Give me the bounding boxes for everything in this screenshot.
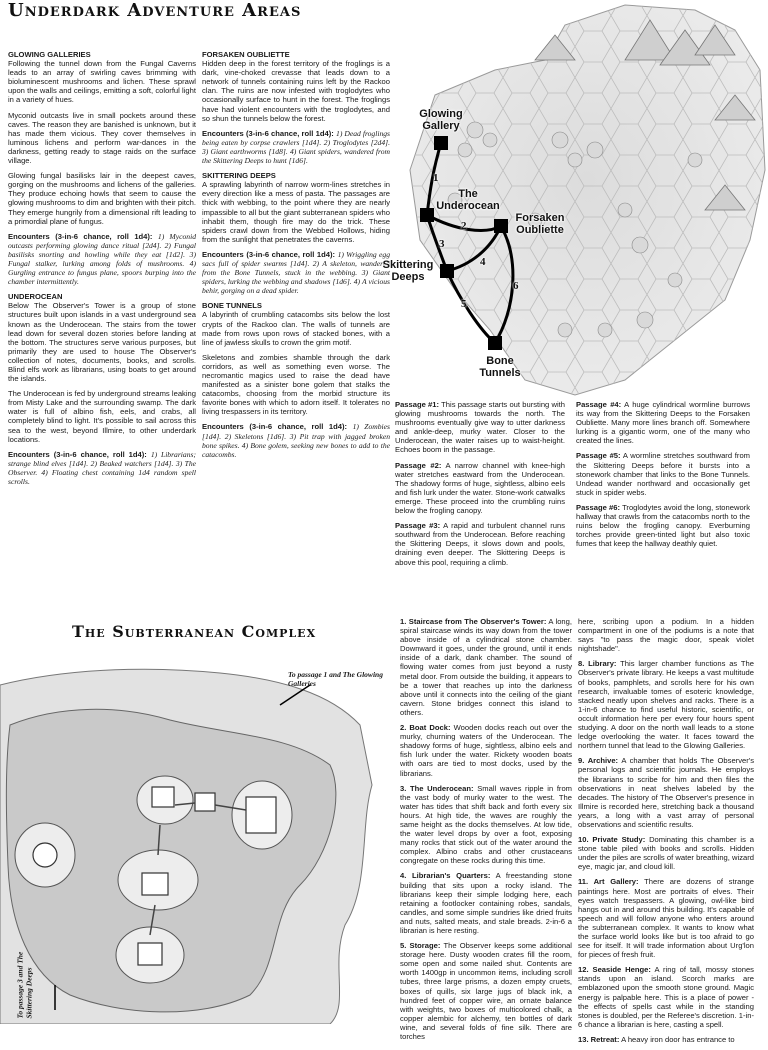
room-12: 12. Seaside Henge: A ring of tall, mossy stones stands upon an island. Scorch marks are emblazoned upon the smooth stone ground. Magic energy is palpable here. This is a place of power - the effects of spells cast while in the standing stones is doubled, per the Referee's discretion. 1-in-6 chance a librarian is here, casting a spell. [578, 965, 754, 1029]
oubliette-paragraph-1: Hidden deep in the forest territory of the froglings is a dark, vine-choked crevasse that leads down to a network of tunnels containing ruins left by the Rackoo clan. The ruins are now infested with troglodytes who occasionally surface to hunt in the forest. The froglings have had violent encounters with the troglodytes, and so shun the tunnels below the forest. [202, 59, 390, 123]
room-3: 3. The Underocean: Small waves ripple in from the vast body of murky water to the west. The water has tides that shift back and forth every six hours. At high tide, the waves are roughly the same height as the docks themselves. At low tide, the water level drops by over a foot, exposing many rocks that stick out of the water around the complex. Albino crabs and other crustaceans congregate on these rocks during this time. [400, 783, 573, 866]
encounters-label: Encounters (3-in-6 chance, roll 1d4): [202, 249, 336, 259]
skittering-encounters [202, 250, 390, 295]
map-label-forsaken-oubliette: Forsaken Oubliette [515, 212, 565, 236]
complex-map [0, 665, 395, 1024]
complex-label-to-skittering-deeps: To passage 3 and The Skittering Deeps [15, 951, 33, 1019]
room-10: 10. Private Study: Dominating this chamber is a stone table piled with books and scrolls. Hidden under the piles are scrolls of water breathing, wizard eye, magic jar, and cloud kill. [578, 835, 754, 872]
oubliette-encounters [202, 129, 390, 165]
passage-5-description: Passage #5: A wormline stretches southward from the Skittering Deeps before it bursts into a stonework chamber that links to the Bone Tunnels. Undead wander northward and occasionally get stuck in spider webs. [576, 451, 750, 497]
glowing-encounters [8, 232, 196, 287]
map-label-glowing-gallery: Glowing Gallery [419, 108, 463, 132]
room-11: 11. Art Gallery: There are dozens of strange paintings here. Most are portraits of elves. Their eyes watch trespassers. A glowing, owl-like bird hangs out in and around this building. It's capable of speech and will follow anyone who enters around the subterranean complex. It wants to know what the surface world looks like but is too afraid to go see for itself. It will trade information about Urg'lon for pieces of fresh fruit. [578, 877, 754, 960]
glowing-paragraph-2: Myconid outcasts live in small pockets around these caves. The reason they are banished is unknown, but it has made them vicious. They cover themselves in luminous lichens and perform war-dances in the darkness, getting ready to stage raids on the surface village. [8, 110, 196, 166]
building-study [195, 793, 215, 811]
marker-forsaken-oubliette [494, 219, 508, 233]
section-heading-glowing-galleries: GLOWING GALLERIES [8, 50, 91, 59]
passage-1-description: Passage #1: This passage starts out bursting with glowing mushrooms towards the north. The mushrooms eventually give way to utter darkness and ankle-deep, murky water. Closer to the Underocean, the water raises up to waist-height. Echoes boom in the passage. [395, 400, 566, 455]
section-heading-skittering-deeps: SKITTERING DEEPS [202, 171, 276, 181]
passage-6-description: Passage #6: Troglodytes avoid the long, stonework hallway that crawls from the catacombs north to the ruins below the frogling canopy. Everburning torches provide green-tinted light but also toxic fumes that keep the hallway deathly quiet. [576, 502, 751, 549]
glowing-paragraph-1: Following the tunnel down from the Fungal Caverns leads to an array of swirling caves brimming with bioluminescent mushrooms and lichen. These sprawl upon the walls and ceilings, emitting a soft, colorful light in a variety of hues. [8, 59, 196, 105]
map-label-bone-tunnels: Bone Tunnels [479, 355, 521, 379]
room-8: 8. Library: This larger chamber functions as The Observer's private library. He keeps a vast multitude of books, pamphlets, and scrolls here for his own research, invaluable tomes of esoteric knowledge, stacked neatly upon shelves and racks. There is a 1-in-6 chance to find useful historic, scientific, or occult information here per every four hours spent studying. A door on the north wall leads to a stone ledge overlooking the water. It faces toward the northern tunnel that lead to the Glowing Galleries. [578, 659, 754, 751]
passage-4-description: Passage #4: A huge cylindrical wormline burrows its way from the Skittering Deeps to the Forsaken Oubliette. Many more lines branch off. Somewhere lurking is a gigantic worm, one of the many who created the lines. [576, 400, 750, 446]
underocean-paragraph-2: The Underocean is fed by underground streams leaking from Misty Lake and the surrounding swamp. The dark water is full of albino fish, eels, and crabs, all completely blind to light. It's possible to sail across this sea to the west, beyond Illmire, to other underdark locations. [8, 389, 196, 444]
passage-number-3: 3 [439, 238, 445, 250]
map-label-skittering-deeps: Skittering Deeps [382, 259, 434, 283]
column-2 [202, 50, 390, 465]
room-4: 4. Librarian's Quarters: A freestanding stone building that sits upon a rocky island. The librarians keep their simple lodging here, each retaining a footlocker containing robes, sandals, candles, and some simple sundries like dried fruits and nuts, salted meats, and stale breads. 2-in-6 a librarian is here resting. [400, 871, 572, 935]
room-7-continued: here, scribing upon a podium. In a hidden compartment in one of the podiums is a note that says "to pass the magic door, speak violet nightshade". [578, 617, 754, 654]
marker-underocean [420, 208, 434, 222]
section-heading-bone-tunnels: BONE TUNNELS [202, 301, 262, 311]
skittering-paragraph-1: A sprawling labyrinth of narrow worm-lines stretches in every direction like a mess of pasta. The passages are thick with webbing, to the point where they are nearly impassible to all but the giant subterranean spiders who inhabit them, though fire may do the trick. These spiders crawl down from the Webbed Hollows, hiding from the sunlight that penetrates the caverns. [202, 180, 390, 244]
marker-skittering-deeps [440, 264, 454, 278]
passage-number-2: 2 [461, 220, 467, 232]
bone-paragraph-2: Skeletons and zombies shamble through the dark corridors, as well as something even worse. The necromantic magics used to raise the dead have manifested as a sinister bone golem that stalks the catacombs, choosing from the morbid structure its favorite bones with which to adorn itself. It tolerates no living trespassers in its territory. [202, 352, 390, 417]
rooms-left [400, 617, 572, 1047]
passage-number-1: 1 [433, 172, 439, 184]
encounters-label: Encounters (3-in-6 chance, roll 1d4): [8, 231, 153, 241]
complex-title: The Subterranean Complex [72, 622, 317, 641]
bone-encounters [202, 422, 390, 458]
encounters-text: 1) Librarians; strange blind elves [1d4]. 2) Beaked watchers [1d4]. 3) The Observer. 4) Floating chest containing 1d4 random spell scrolls. [8, 449, 196, 487]
glowing-paragraph-3: Glowing fungal basilisks lair in the deepest caves, gorging on the mushrooms and lichens of the galleries. They produce echoing howls that seem to cause the glowing mushrooms to dim and brighten with their pitch. They emerge hungrily from a dimensional rift leading to a primordial plane of fungus. [8, 171, 196, 226]
passage-3-description: Passage #3: A rapid and turbulent channel runs southward from the Underocean. Before reaching the Skittering Deeps, it slows down and pools, draining even deeper. The Skittering Deeps is above this pool, requiring a climb. [395, 521, 565, 567]
passage-2-description: Passage #2: A narrow channel with knee-high water stretches eastward from the Underocean. The shadowy forms of huge, sightless, albino eels and fish lurk under the water. Stone-work catwalks emerge. These proceed into the crumbling ruins below the frogling canopy. [395, 460, 565, 516]
encounters-label: Encounters (3-in-6 chance, roll 1d4): [202, 422, 348, 432]
passages-left [395, 400, 565, 573]
column-1 [8, 50, 196, 492]
encounters-label: Encounters (3-in-6 chance, roll 1d4): [202, 128, 334, 138]
encounters-text: 1) Wriggling egg sacs full of spider swarms [1d4]. 2) A skeleton, wandered from the Bone Tunnels, stuck in the webbing. 3) Giant spiders, lurking the webbing and shadows [1d6]. 4) A vicious behir, gorging on a dead spider. [202, 249, 390, 296]
passage-number-4: 4 [480, 256, 486, 268]
building-quarters [138, 943, 162, 965]
room-5: 5. Storage: The Observer keeps some additional storage here. Dusty wooden crates fill the room, some open and some nailed shut. Contents are worth 1400gp in uncommon items, including scroll tubes, three large prisms, a dozen empty cruets, boxes of quills, six large jugs of black ink, a hundred feet of copper wire, an ornate balance with weights, two boxes of multicolored chalk, a copper alembic for alchemy, ten bottles of dark wine, and several folds of fine silk. There are torches [400, 941, 572, 1042]
underocean-encounters [8, 450, 196, 486]
complex-map-illustration [0, 665, 395, 1024]
room-1: 1. Staircase from The Observer's Tower: A long, spiral staircase winds its way down from the tower above inside of a cylindrical stone chamber. Downward it goes, under the ground, until it ends inside of a dark, dank chamber. The sound of flowing water comes from just beyond a rusty metal door. From outside the building, it appears to be a tower that reaches up into the darkness above until it connects into the ceiling of the giant cavern. Stone bridges connect this island to others. [400, 617, 572, 717]
encounters-text: 1) Zombies [1d4]. 2) Skeletons [1d6]. 3) Pit trap with jagged broken bone spikes. 4) Bone golem, seeking new bones to add to the catacombs. [202, 422, 390, 459]
building-tower [142, 873, 168, 895]
map-label-underocean: The Underocean [436, 188, 500, 212]
standing-stones-ring [33, 843, 57, 867]
complex-label-to-glowing-galleries: To passage 1 and The Glowing Galleries [288, 670, 383, 688]
encounters-label: Encounters (3-in-6 chance, roll 1d4): [8, 449, 147, 459]
passages-right [576, 400, 750, 554]
encounters-text: 1) Dead froglings being eaten by corpse crawlers [1d4]. 2) Troglodytes [2d4]. 3) Giant earthworms [1d8]. 4) Giant spiders, wandered from the Skittering Deeps to hunt [1d6]. [202, 128, 390, 166]
section-heading-forsaken-oubliette: FORSAKEN OUBLIETTE [202, 50, 290, 59]
underocean-paragraph-1: Below The Observer's Tower is a group of stone structures built upon islands in a vast underground sea known as the Underocean. The stairs from the tower lead down for several dozen stories before landing at the bottom. The structures serve various purposes, but primarily they are used to house The Observer's collection of notes, documents, books, and scrolls. Blind elfs work as librarians, using boats to get around the islands. [8, 301, 196, 384]
room-2: 2. Boat Dock: Wooden docks reach out over the murky, churning waters of the Underocean. The shadowy forms of huge, sightless, albino eels and fish lurk under the water. Rickety wooden boats with oars are tied to most docks, used by the librarians. [400, 723, 572, 778]
encounters-text: 1) Myconid outcasts performing glowing dance ritual [2d4]. 2) Fungal basilisks snorting and howling while they eat [1d2]. 3) Fungal stalker, lurking among folds of mushrooms. 4) Gurgling entrance to fungus plane, spoors burping into the chamber intermittently. [8, 231, 196, 287]
bone-paragraph-1: A labyrinth of crumbling catacombs sits below the lost crypts of the Rackoo clan. The walls of tunnels are made from rows upon rows of stacked bones, with a line of jawless skulls to crown the grim motif. [202, 310, 390, 347]
room-13: 13. Retreat: A heavy iron door has entrance to [578, 1034, 735, 1044]
building-archive [152, 787, 174, 807]
marker-glowing-gallery [434, 136, 448, 150]
room-9: 9. Archive: A chamber that holds The Observer's personal logs and scientific journals. He employs the librarians to scribe for him and then files the observations in neat shelves labeled by the decades. The history of The Observer's presence in Illmire is recorded here, stretching back a thousand years, a long with a vast array of personal observations and scientific results. [578, 756, 754, 829]
section-heading-underocean: UNDEROCEAN [8, 292, 63, 302]
hex-map [382, 0, 768, 396]
passage-number-5: 5 [461, 298, 467, 310]
page-title: Underdark Adventure Areas [8, 0, 302, 21]
rooms-right [578, 617, 754, 1050]
building-library [246, 797, 276, 833]
passage-number-6: 6 [513, 280, 519, 292]
marker-bone-tunnels [488, 336, 502, 350]
